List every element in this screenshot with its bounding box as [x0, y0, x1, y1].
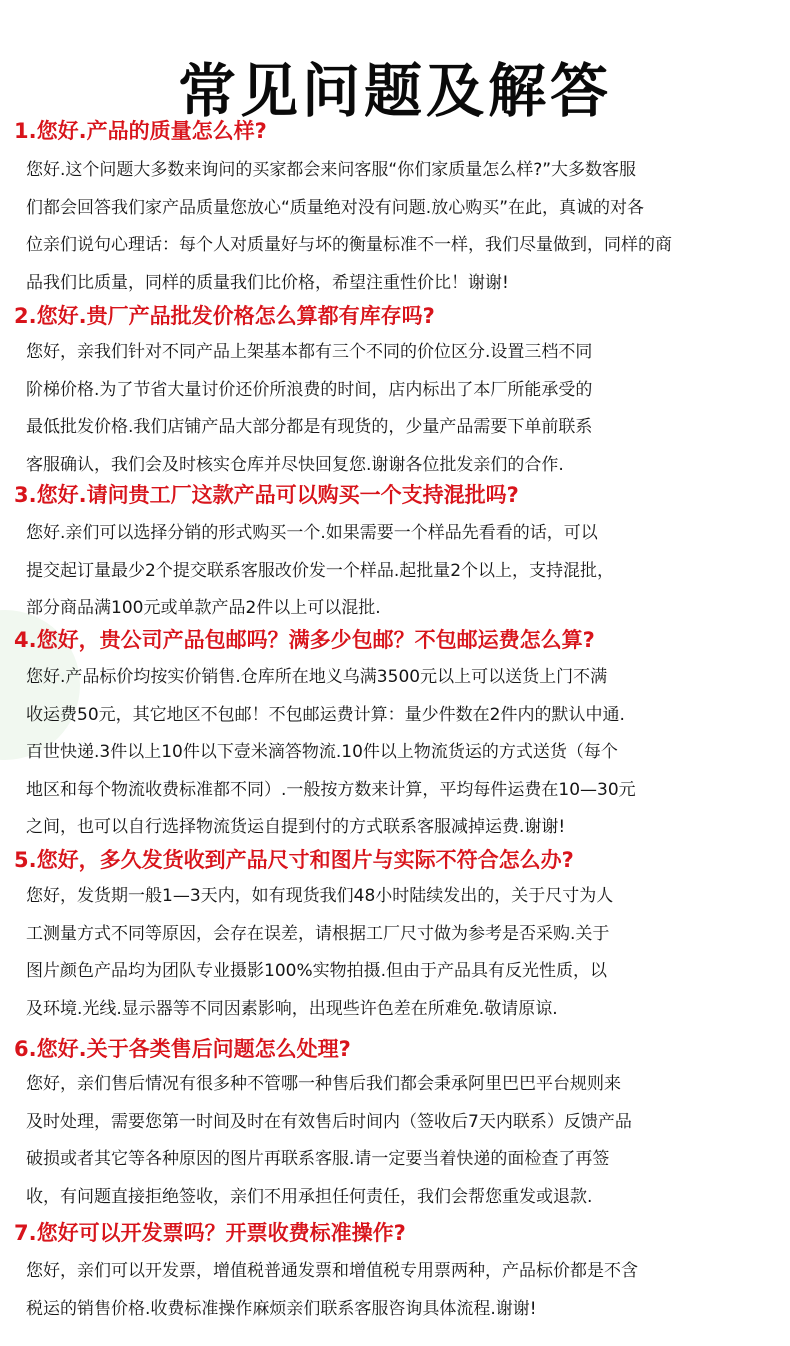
- faq-answer-line: 阶梯价格.为了节省大量讨价还价所浪费的时间，店内标出了本厂所能承受的: [26, 379, 593, 400]
- faq-answer-line: 们都会回答我们家产品质量您放心“质量绝对没有问题.放心购买”在此，真诚的对各: [26, 197, 645, 218]
- faq-answer-4: [26, 659, 766, 847]
- faq-answer-line: 您好.亲们可以选择分销的形式购买一个.如果需要一个样品先看看的话，可以: [26, 523, 598, 543]
- faq-answer-1: [26, 152, 766, 302]
- faq-answer-line: 提交起订量最少2个提交联系客服改价发一个样品.起批量2个以上，支持混批，: [26, 560, 615, 581]
- faq-answer-line: 位亲们说句心理话：每个人对质量好与坏的衡量标准不一样，我们尽量做到，同样的商: [26, 235, 672, 255]
- faq-answer-5: [26, 878, 766, 1028]
- faq-question-6: 6.您好.关于各类售后问题怎么处理?: [14, 1037, 351, 1061]
- faq-answer-line: 收，有问题直接拒绝签收，亲们不用承担任何责任，我们会帮您重发或退款.: [26, 1186, 593, 1207]
- faq-answer-line: 之间，也可以自行选择物流货运自提到付的方式联系客服减掉运费.谢谢!: [26, 817, 566, 837]
- faq-answer-7: [26, 1253, 766, 1328]
- faq-question-1: 1.您好.产品的质量怎么样?: [14, 119, 267, 143]
- faq-answer-2: [26, 334, 766, 484]
- faq-answer-line: 百世快递.3件以上10件以下壹米滴答物流.10件以上物流货运的方式送货（每个: [26, 742, 618, 762]
- faq-answer-line: 品我们比质量，同样的质量我们比价格，希望注重性价比！谢谢!: [26, 272, 509, 293]
- faq-answer-line: 部分商品满100元或单款产品2件以上可以混批.: [26, 598, 381, 618]
- faq-answer-6: [26, 1066, 766, 1216]
- page-title: 常见问题及解答: [177, 56, 612, 125]
- faq-answer-line: 及时处理，需要您第一时间及时在有效售后时间内（签收后7天内联系）反馈产品: [26, 1111, 632, 1132]
- faq-answer-line: 您好，亲我们针对不同产品上架基本都有三个不同的价位区分.设置三档不同: [26, 342, 593, 362]
- faq-question-5: 5.您好，多久发货收到产品尺寸和图片与实际不符合怎么办?: [14, 848, 574, 872]
- faq-answer-line: 收运费50元，其它地区不包邮！不包邮运费计算：量少件数在2件内的默认中通.: [26, 704, 625, 725]
- faq-question-3: 3.您好.请问贵工厂这款产品可以购买一个支持混批吗?: [14, 483, 519, 507]
- faq-question-7: 7.您好可以开发票吗？开票收费标准操作?: [14, 1221, 406, 1245]
- faq-answer-line: 税运的销售价格.收费标准操作麻烦亲们联系客服咨询具体流程.谢谢!: [26, 1298, 537, 1319]
- faq-answer-line: 您好，发货期一般1—3天内，如有现货我们48小时陆续发出的，关于尺寸为人: [26, 886, 614, 906]
- faq-answer-line: 破损或者其它等各种原因的图片再联系客服.请一定要当着快递的面检查了再签: [26, 1149, 610, 1169]
- faq-answer-line: 地区和每个物流收费标准都不同）.一般按方数来计算，平均每件运费在10—30元: [26, 779, 636, 800]
- faq-answer-line: 客服确认，我们会及时核实仓库并尽快回复您.谢谢各位批发亲们的合作.: [26, 454, 564, 475]
- faq-question-4: 4.您好，贵公司产品包邮吗？满多少包邮？不包邮运费怎么算?: [14, 628, 595, 652]
- faq-answer-line: 您好.产品标价均按实价销售.仓库所在地义乌满3500元以上可以送货上门不满: [26, 667, 608, 687]
- faq-answer-line: 您好.这个问题大多数来询问的买家都会来问客服“你们家质量怎么样?”大多数客服: [26, 160, 637, 180]
- faq-question-2: 2.您好.贵厂产品批发价格怎么算都有库存吗?: [14, 304, 435, 328]
- faq-answer-line: 您好，亲们售后情况有很多种不管哪一种售后我们都会秉承阿里巴巴平台规则来: [26, 1074, 621, 1094]
- faq-answer-line: 及环境.光线.显示器等不同因素影响，出现些许色差在所难免.敬请原谅.: [26, 998, 558, 1019]
- faq-answer-3: [26, 515, 766, 628]
- faq-answer-line: 最低批发价格.我们店铺产品大部分都是有现货的，少量产品需要下单前联系: [26, 417, 593, 437]
- faq-answer-line: 图片颜色产品均为团队专业摄影100%实物拍摄.但由于产品具有反光性质，以: [26, 961, 608, 981]
- faq-answer-line: 工测量方式不同等原因，会存在误差，请根据工厂尺寸做为参考是否采购.关于: [26, 923, 610, 944]
- faq-answer-line: 您好，亲们可以开发票，增值税普通发票和增值税专用票两种，产品标价都是不含: [26, 1261, 638, 1281]
